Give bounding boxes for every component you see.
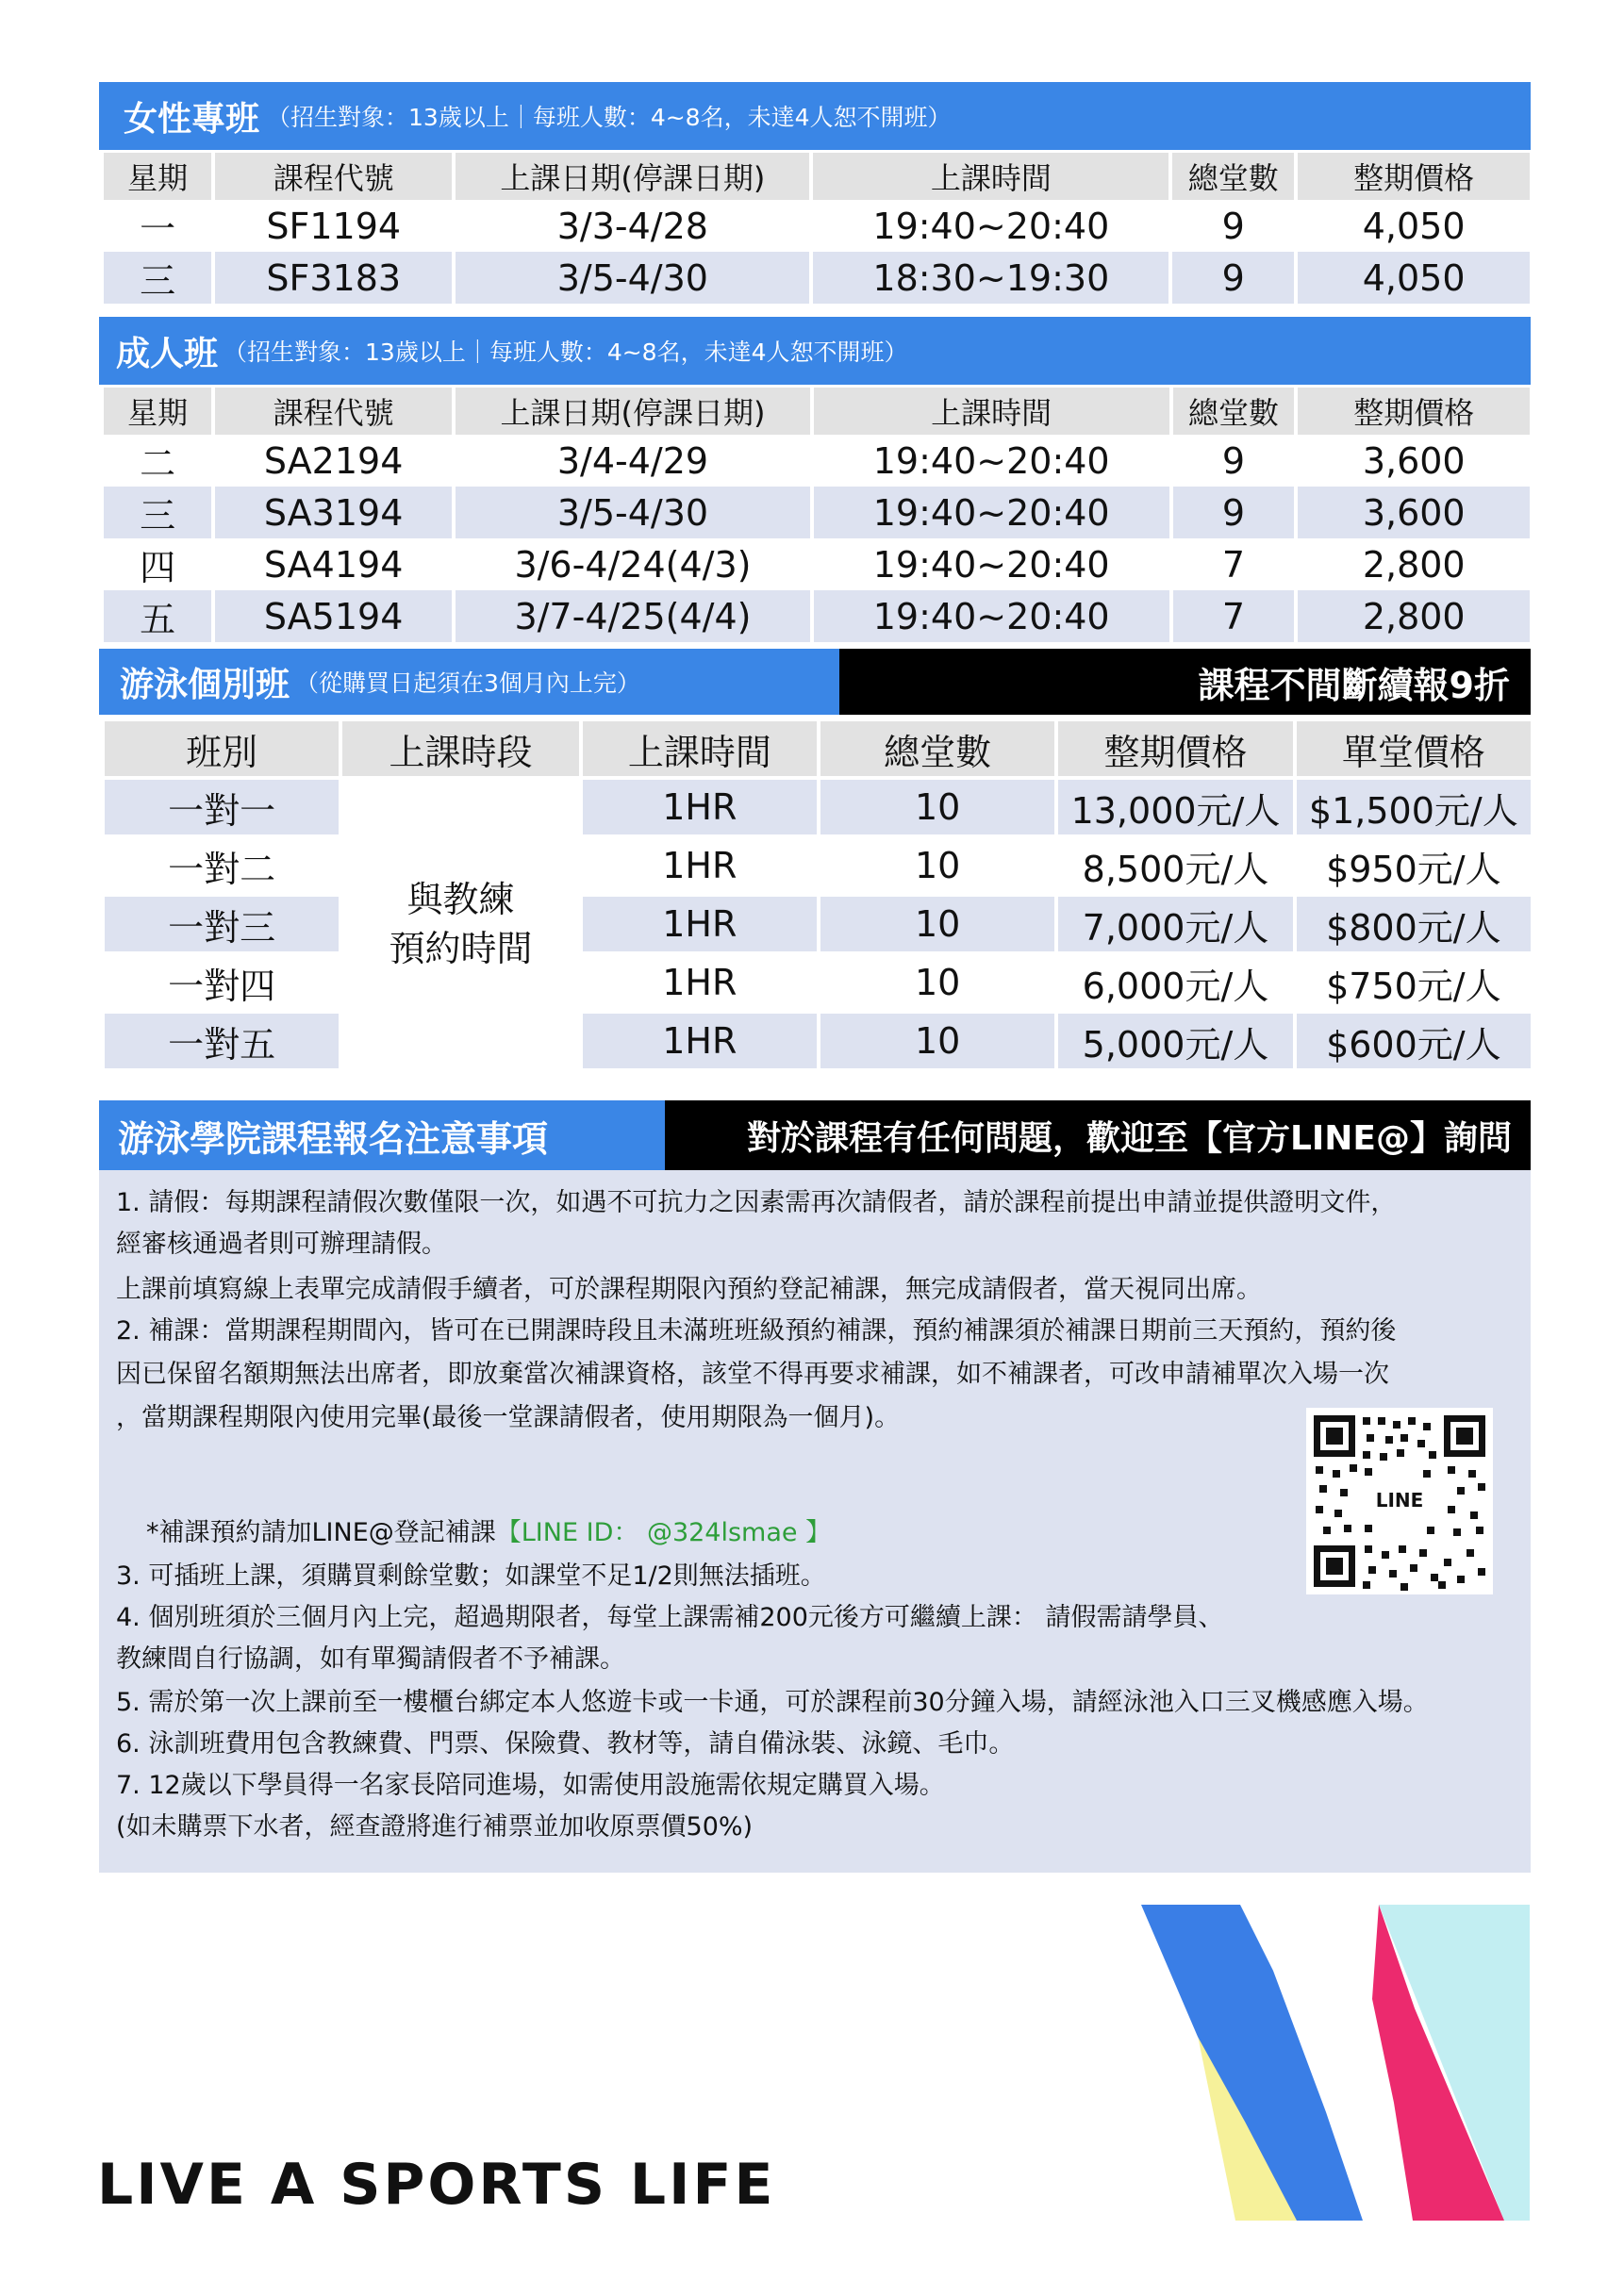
- cell: 一對五: [105, 1014, 339, 1068]
- note-line: 7. 12歲以下學員得一名家長陪同進場，如需使用設施需依規定購買入場。: [116, 1771, 945, 1800]
- cell: 10: [820, 1014, 1054, 1068]
- note-line: 教練間自行協調，如有單獨請假者不予補課。: [116, 1644, 625, 1674]
- table-row: [105, 838, 1531, 893]
- cell: 3/5-4/30: [456, 487, 810, 538]
- line-qr-code[interactable]: [1306, 1408, 1493, 1594]
- cell: 9: [1172, 200, 1294, 252]
- cell: $800元/人: [1297, 897, 1531, 951]
- cell: $950元/人: [1297, 838, 1531, 893]
- table-row: [105, 780, 1531, 834]
- slogan: LIVE A SPORTS LIFE: [97, 2152, 776, 2218]
- cell: 19:40~20:40: [814, 590, 1169, 642]
- cell: 3/7-4/25(4/4): [456, 590, 810, 642]
- cell: 18:30~19:30: [813, 252, 1168, 304]
- note-line: 6. 泳訓班費用包含教練費、門票、保險費、教材等，請自備泳裝、泳鏡、毛巾。: [116, 1729, 1015, 1759]
- adult-table-header: [104, 388, 1530, 435]
- women-title: 女性專班: [124, 99, 260, 139]
- promo-text: 課程不間斷續報9折: [1198, 664, 1510, 706]
- note-line: 1. 請假：每期課程請假次數僅限一次，如遇不可抗力之因素需再次請假者，請於課程前提出申請並提供證明文件，: [116, 1188, 1397, 1217]
- cell: 19:40~20:40: [814, 435, 1169, 487]
- adult-title: 成人班: [116, 334, 219, 373]
- cell: 三: [104, 252, 211, 304]
- col-price: 整期價格: [1298, 153, 1530, 200]
- slot-line-1: 與教練: [406, 879, 515, 920]
- col-weekday: 星期: [104, 153, 211, 200]
- cell: SF3183: [215, 252, 452, 304]
- cell: 6,000元/人: [1058, 955, 1292, 1010]
- col-class-type: 班別: [105, 721, 339, 776]
- cell: 10: [820, 897, 1054, 951]
- cell: 9: [1173, 487, 1295, 538]
- col-sessions: 總堂數: [1172, 153, 1294, 200]
- cell: 3,600: [1298, 487, 1530, 538]
- note-line: 4. 個別班須於三個月內上完，超過期限者，每堂上課需補200元後方可繼續上課： 請假需請學員、: [116, 1603, 1224, 1632]
- notes-section-header: [99, 1100, 665, 1170]
- col-dates: 上課日期(停課日期): [456, 153, 809, 200]
- col-time: 上課時間: [814, 388, 1169, 435]
- line-id: 【LINE ID： @324lsmae 】: [495, 1518, 832, 1547]
- cell: 7: [1173, 538, 1295, 590]
- adult-subtitle: （招生對象：13歲以上｜每班人數：4~8名，未達4人恕不開班）: [224, 339, 908, 366]
- cell: 7: [1173, 590, 1295, 642]
- cell: 4,050: [1298, 252, 1530, 304]
- cell: 4,050: [1298, 200, 1530, 252]
- col-code: 課程代號: [215, 388, 452, 435]
- slot-line-2: 預約時間: [389, 928, 533, 969]
- cell: 7,000元/人: [1058, 897, 1292, 951]
- line-booking-note: [146, 1511, 831, 1548]
- notes-panel: [99, 1170, 1531, 1873]
- contact-banner: [665, 1100, 1531, 1170]
- contact-text: 對於課程有任何問題，歡迎至【官方LINE@】詢問: [746, 1118, 1512, 1158]
- cell: 2,800: [1298, 538, 1530, 590]
- cell: 1HR: [583, 780, 817, 834]
- cell: 3/3-4/28: [456, 200, 809, 252]
- women-section-header: [99, 82, 1531, 150]
- cell: 3/4-4/29: [456, 435, 810, 487]
- note-line: 3. 可插班上課，須購買剩餘堂數；如課堂不足1/2則無法插班。: [116, 1561, 826, 1591]
- cell: 8,500元/人: [1058, 838, 1292, 893]
- decorative-stripes: [1132, 1905, 1530, 2221]
- cell: 一對三: [105, 897, 339, 951]
- individual-subtitle: （從購買日起須在3個月內上完）: [295, 669, 640, 697]
- adult-table: [100, 388, 1533, 642]
- adult-section-header: [99, 317, 1531, 385]
- cell: 19:40~20:40: [813, 200, 1168, 252]
- qr-line-label: LINE: [1375, 1489, 1424, 1511]
- note-line: 經審核通過者則可辦理請假。: [116, 1230, 447, 1259]
- cell: 9: [1172, 252, 1294, 304]
- table-row: [105, 955, 1531, 1010]
- cell: 19:40~20:40: [814, 487, 1169, 538]
- individual-title: 游泳個別班: [120, 665, 290, 704]
- col-slot: 上課時段: [342, 721, 578, 776]
- table-row: [104, 590, 1530, 642]
- cell: 10: [820, 838, 1054, 893]
- col-total-price: 整期價格: [1058, 721, 1292, 776]
- col-time: 上課時間: [813, 153, 1168, 200]
- cell: 1HR: [583, 1014, 817, 1068]
- cell: 二: [104, 435, 211, 487]
- cell: 四: [104, 538, 211, 590]
- col-duration: 上課時間: [583, 721, 817, 776]
- note-line: 上課前填寫線上表單完成請假手續者，可於課程期限內預約登記補課，無完成請假者，當天視同出席。: [116, 1275, 1262, 1304]
- note-line: ，當期課程期限內使用完畢(最後一堂課請假者，使用期限為一個月)。: [116, 1403, 901, 1432]
- table-row: [105, 1014, 1531, 1068]
- notes-title: 游泳學院課程報名注意事項: [118, 1117, 549, 1160]
- table-row: [104, 435, 1530, 487]
- cell: 13,000元/人: [1058, 780, 1292, 834]
- cell: SF1194: [215, 200, 452, 252]
- individual-table: [101, 718, 1534, 1072]
- cell: $750元/人: [1297, 955, 1531, 1010]
- slot-cell: [342, 780, 578, 1068]
- table-row: [104, 200, 1530, 252]
- individual-table-header: [105, 721, 1531, 776]
- cell: SA4194: [215, 538, 452, 590]
- cell: 10: [820, 780, 1054, 834]
- cell: 3/5-4/30: [456, 252, 809, 304]
- cell: 三: [104, 487, 211, 538]
- col-weekday: 星期: [104, 388, 211, 435]
- cell: 一對一: [105, 780, 339, 834]
- cell: 五: [104, 590, 211, 642]
- line-booking-prefix: *補課預約請加LINE@登記補課: [146, 1518, 496, 1547]
- note-line: (如未購票下水者，經查證將進行補票並加收原票價50%): [116, 1812, 754, 1842]
- women-subtitle: （招生對象：13歲以上｜每班人數：4~8名，未達4人恕不開班）: [267, 104, 952, 131]
- cell: 1HR: [583, 897, 817, 951]
- cell: $600元/人: [1297, 1014, 1531, 1068]
- women-table: [100, 153, 1533, 304]
- women-table-header: [104, 153, 1530, 200]
- table-row: [104, 538, 1530, 590]
- table-row: [105, 897, 1531, 951]
- cell: 一對四: [105, 955, 339, 1010]
- cell: 3/6-4/24(4/3): [456, 538, 810, 590]
- col-dates: 上課日期(停課日期): [456, 388, 810, 435]
- cell: 2,800: [1298, 590, 1530, 642]
- col-sessions: 總堂數: [1173, 388, 1295, 435]
- col-price: 整期價格: [1298, 388, 1530, 435]
- note-line: 因已保留名額期無法出席者，即放棄當次補課資格，該堂不得再要求補課，如不補課者，可改申請補單次入場一次: [116, 1360, 1389, 1389]
- cell: 3,600: [1298, 435, 1530, 487]
- col-code: 課程代號: [215, 153, 452, 200]
- col-unit-price: 單堂價格: [1297, 721, 1531, 776]
- cell: $1,500元/人: [1297, 780, 1531, 834]
- individual-section-header: [99, 649, 839, 715]
- note-line: 2. 補課：當期課程期間內，皆可在已開課時段且未滿班班級預約補課，預約補課須於補課日期前三天預約，預約後: [116, 1316, 1397, 1346]
- cell: 19:40~20:40: [814, 538, 1169, 590]
- cell: 1HR: [583, 838, 817, 893]
- cell: 1HR: [583, 955, 817, 1010]
- cell: 一: [104, 200, 211, 252]
- cell: 9: [1173, 435, 1295, 487]
- cell: 10: [820, 955, 1054, 1010]
- cell: SA3194: [215, 487, 452, 538]
- note-line: 5. 需於第一次上課前至一樓櫃台綁定本人悠遊卡或一卡通，可於課程前30分鐘入場，請經泳池入口三叉機感應入場。: [116, 1688, 1429, 1717]
- col-sessions: 總堂數: [820, 721, 1054, 776]
- cell: 一對二: [105, 838, 339, 893]
- cell: 5,000元/人: [1058, 1014, 1292, 1068]
- table-row: [104, 252, 1530, 304]
- table-row: [104, 487, 1530, 538]
- cell: SA5194: [215, 590, 452, 642]
- promo-banner: [839, 649, 1531, 715]
- cell: SA2194: [215, 435, 452, 487]
